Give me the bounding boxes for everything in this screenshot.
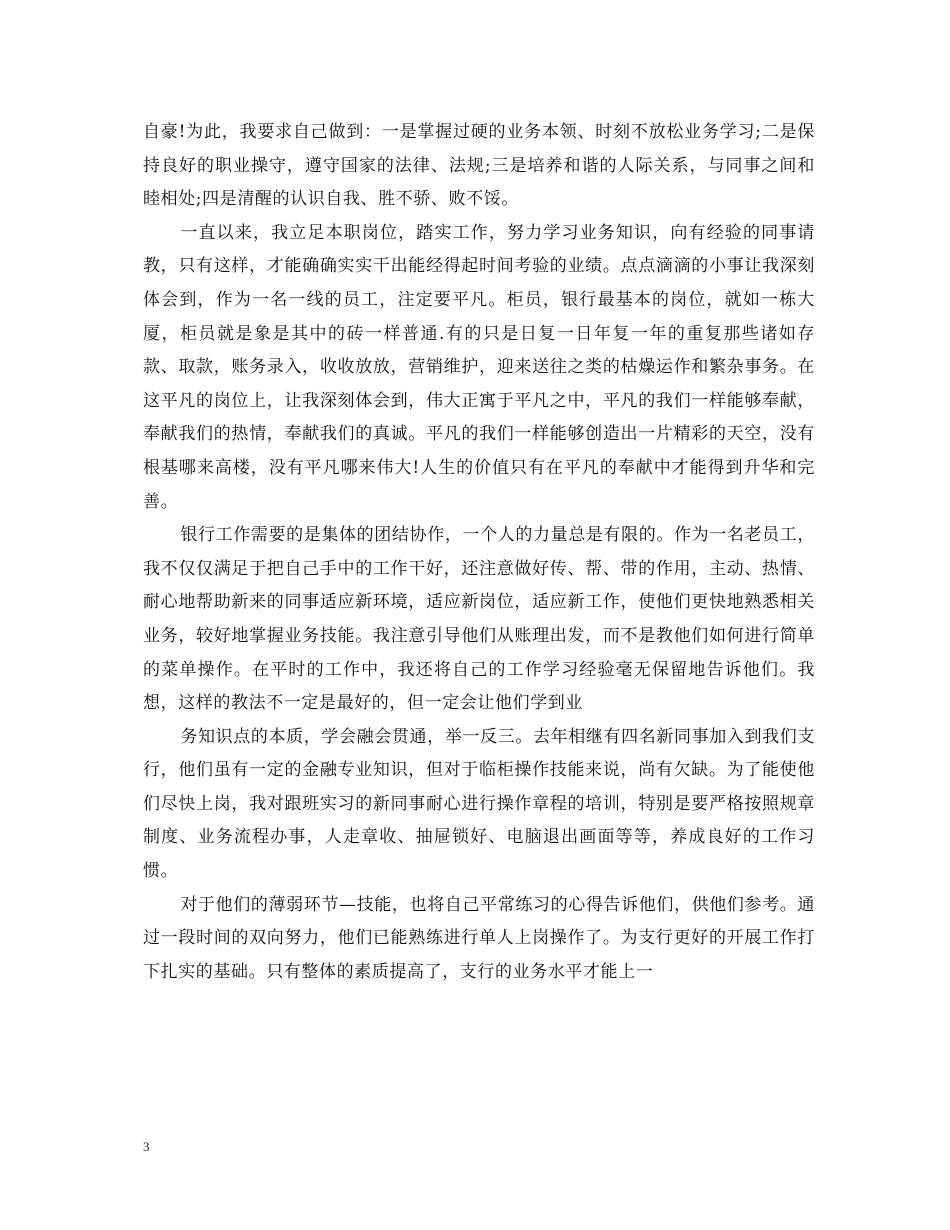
- paragraph-1: 自豪!为此，我要求自己做到：一是掌握过硬的业务本领、时刻不放松业务学习;二是保持良好的职业操守，遵守国家的法律、法规;三是培养和谐的人际关系，与同事之间和睦相处;四是清醒的认识自我、胜不骄、败不馁。: [143, 122, 815, 210]
- paragraph-4: 务知识点的本质，学会融会贯通，举一反三。去年相继有四名新同事加入到我们支行，他们虽有一定的金融专业知识，但对于临柜操作技能来说，尚有欠缺。为了能使他们尽快上岗，我对跟班实习的新同事耐心进行操作章程的培训，特别是要严格按照规章制度、业务流程办事，人走章收、抽屉锁好、电脑退出画面等等，养成良好的工作习惯。: [143, 726, 815, 882]
- page-number: 3: [143, 1139, 150, 1154]
- paragraph-5: 对于他们的薄弱环节—技能，也将自己平常练习的心得告诉他们，供他们参考。通过一段时间的双向努力，他们已能熟练进行单人上岗操作了。为支行更好的开展工作打下扎实的基础。只有整体的素质提高了，支行的业务水平才能上一: [143, 894, 815, 982]
- paragraph-3: 银行工作需要的是集体的团结协作，一个人的力量总是有限的。作为一名老员工，我不仅仅满足于把自己手中的工作干好，还注意做好传、帮、带的作用，主动、热情、耐心地帮助新来的同事适应新环境，适应新岗位，适应新工作，使他们更快地熟悉相关业务，较好地掌握业务技能。我注意引导他们从账理出发，而不是教他们如何进行简单的菜单操作。在平时的工作中，我还将自己的工作学习经验毫无保留地告诉他们。我想，这样的教法不一定是最好的，但一定会让他们学到业: [143, 525, 815, 714]
- paragraph-2: 一直以来，我立足本职岗位，踏实工作，努力学习业务知识，向有经验的同事请教，只有这样，才能确确实实干出能经得起时间考验的业绩。点点滴滴的小事让我深刻体会到，作为一名一线的员工，注定要平凡。柜员，银行最基本的岗位，就如一栋大厦，柜员就是象是其中的砖一样普通.有的只是日复一日年复一年的重复那些诸如存款、取款，账务录入，收收放放，营销维护，迎来送往之类的枯燥运作和繁杂事务。在这平凡的岗位上，让我深刻体会到，伟大正寓于平凡之中，平凡的我们一样能够奉献，奉献我们的热情，奉献我们的真诚。平凡的我们一样能够创造出一片精彩的天空，没有根基哪来高楼，没有平凡哪来伟大!人生的价值只有在平凡的奉献中才能得到升华和完善。: [143, 222, 815, 512]
- body-text: [143, 116, 815, 989]
